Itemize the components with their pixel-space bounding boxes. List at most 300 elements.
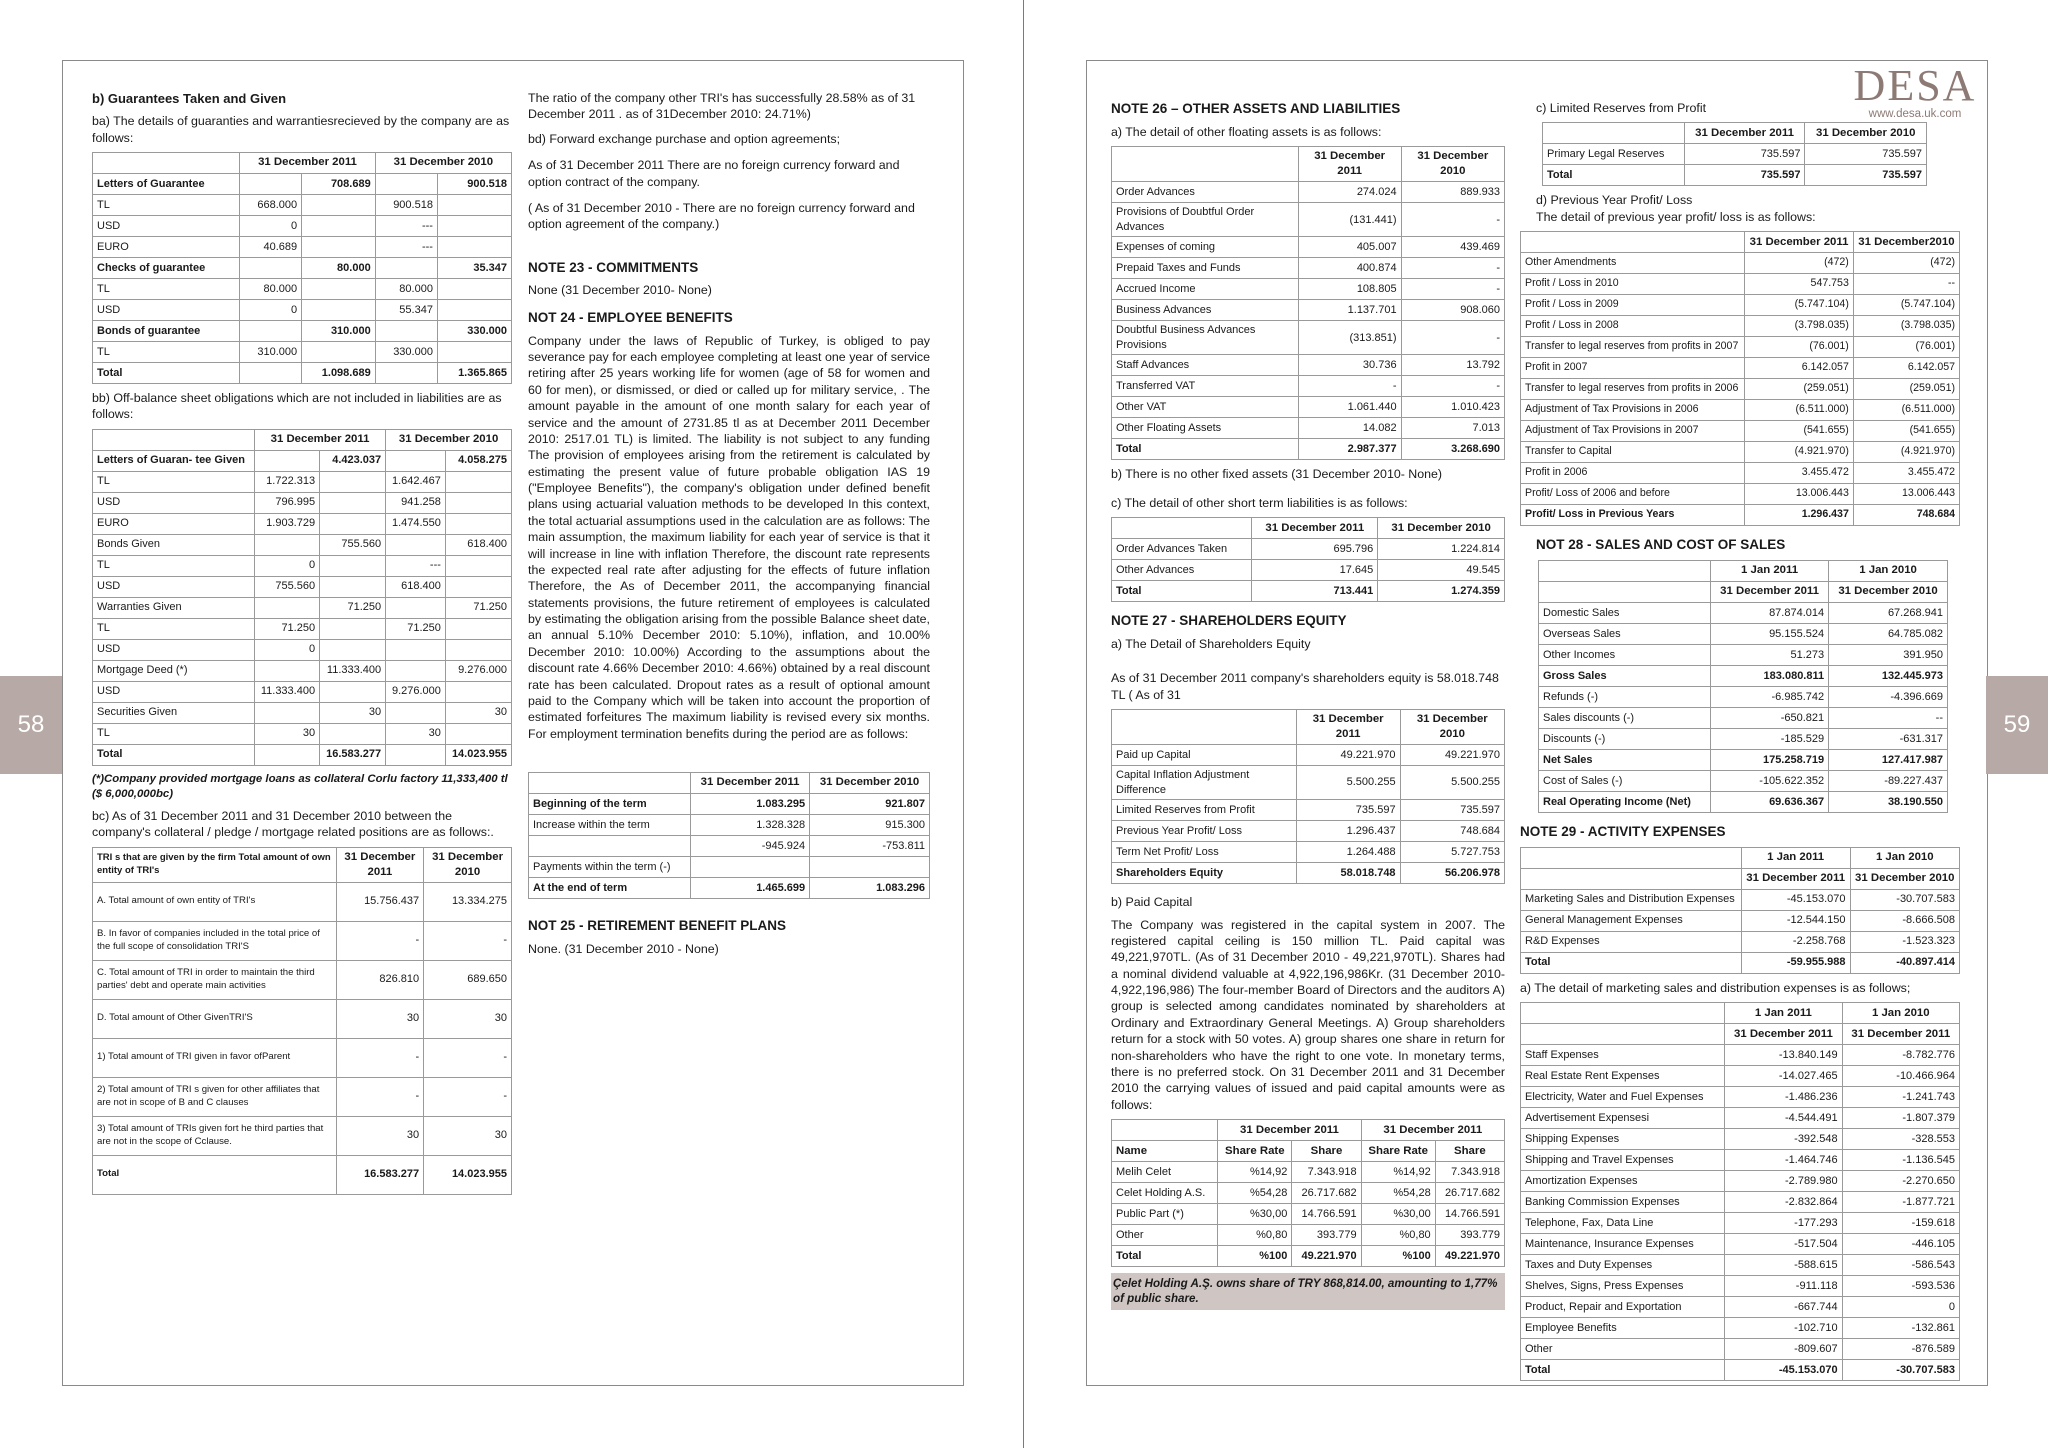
table-row	[1539, 665, 1948, 686]
cell-value	[320, 513, 386, 534]
cell-value: 183.080.811	[1710, 665, 1828, 686]
st-head-2: 31 December 2010	[1378, 518, 1505, 539]
row-label: USD	[93, 492, 255, 513]
cell-value: 1.083.296	[810, 878, 930, 899]
cell-value: 49.221.970	[1400, 745, 1504, 766]
cell-value: 826.810	[336, 960, 424, 999]
table-row	[93, 513, 512, 534]
row-label: Profit / Loss in 2010	[1521, 274, 1745, 295]
cell-value: 26.717.682	[1435, 1183, 1504, 1204]
cell-value	[320, 555, 386, 576]
cell-value	[320, 681, 386, 702]
cell-value: 132.445.973	[1829, 665, 1948, 686]
cell-value: 708.689	[302, 173, 376, 194]
cell-value: ---	[375, 215, 437, 236]
cell-value: -59.955.988	[1741, 952, 1850, 973]
table-row	[93, 1077, 512, 1116]
lr-head-0	[1543, 123, 1685, 144]
row-label: Advertisement Expensesi	[1521, 1108, 1725, 1129]
cell-value: 1.274.359	[1378, 581, 1505, 602]
cell-value: 95.155.524	[1710, 623, 1828, 644]
cell-value	[386, 534, 446, 555]
table-row	[1112, 355, 1505, 376]
row-label: 1) Total amount of TRI given in favor ofParent	[93, 1038, 337, 1077]
cell-value: 1.296.437	[1296, 821, 1400, 842]
row-label: Shipping Expenses	[1521, 1129, 1725, 1150]
cell-value: 16.583.277	[320, 744, 386, 765]
cell-value: -89.227.437	[1829, 770, 1948, 791]
row-label: Public Part (*)	[1112, 1204, 1218, 1225]
row-label: Shareholders Equity	[1112, 863, 1297, 884]
table-row	[93, 702, 512, 723]
table-row	[93, 723, 512, 744]
row-label: Shipping and Travel Expenses	[1521, 1150, 1725, 1171]
cell-value: -1.464.746	[1725, 1150, 1842, 1171]
cell-value	[254, 597, 319, 618]
bc-head-1: 31 December 2011	[336, 847, 424, 882]
floating-assets-table	[1111, 146, 1505, 460]
table-row	[1112, 800, 1505, 821]
table-row	[1112, 321, 1505, 355]
cell-value: 1.296.437	[1745, 505, 1854, 526]
row-label: Transfer to legal reserves from profits in 2006	[1521, 379, 1745, 400]
bd-title: bd) Forward exchange purchase and option agreements;	[528, 131, 841, 146]
sh-head-1: Share Rate	[1218, 1141, 1292, 1162]
table-row	[93, 257, 512, 278]
cell-value: 755.560	[320, 534, 386, 555]
cell-value: %30,00	[1361, 1204, 1435, 1225]
md-head2-1: 31 December 2011	[1725, 1024, 1842, 1045]
column-notes-26-27	[1111, 100, 1505, 1310]
cell-value	[375, 362, 437, 383]
cell-value: 1.465.699	[690, 878, 809, 899]
note29-title: NOTE 29 - ACTIVITY EXPENSES	[1520, 823, 1726, 839]
table-row	[93, 744, 512, 765]
sh-head-3: Share Rate	[1361, 1141, 1435, 1162]
table-row	[1521, 316, 1960, 337]
cell-value	[302, 236, 376, 257]
cell-value: -328.553	[1842, 1129, 1959, 1150]
cell-value: 56.206.978	[1400, 863, 1504, 884]
row-label: TL	[93, 555, 255, 576]
table-row	[1521, 1150, 1960, 1171]
table-row	[93, 639, 512, 660]
sh-head-4: Share	[1435, 1141, 1504, 1162]
table-row	[93, 278, 512, 299]
cell-value: 735.597	[1296, 800, 1400, 821]
mortgage-note: (*)Company provided mortgage loans as collateral Corlu factory 11,333,400 tl ($ 6,000,000bc)	[92, 772, 508, 800]
cell-value: 735.597	[1684, 144, 1805, 165]
cell-value: 30	[424, 999, 512, 1038]
cell-value: 71.250	[445, 597, 511, 618]
row-label: Total	[93, 1155, 337, 1194]
row-label: TL	[93, 278, 240, 299]
table-row	[1521, 910, 1960, 931]
cell-value: -	[424, 1038, 512, 1077]
cell-value	[445, 639, 511, 660]
cell-value: -631.317	[1829, 728, 1948, 749]
column-notes-28-29	[1520, 100, 1960, 1387]
note24-text: Company under the laws of Republic of Turkey, is obliged to pay severance pay for each employee completing at least one year of service retiring after 25 years working life for women (age of 58 for women and 60 for men), or dismissed, or died or called up for military service, . The amount payable in the amount of one month salary for each year of service and the amount of 2731.85 tl as at December 2011 December 2010: 2517.01 TL) is limited. The liability is not subject to any funding The provision of employees arising from the retirement is calculated by estimating the present value of future probable obligation IAS 19 ("Employee Benefits"), the company's obligation under defined benefit plans using actuarial valuation methods to be developed In this context, the total actuarial assumptions used in the calculation are as follows: The main assumption, the maximum liability for each year of service is that it will increase in line with inflation Therefore, the discount rate represents the expected real rate after adjusting for the effects of future inflation Therefore, the As of December 2011, the accompanying financial statements provisions, the future retirement of employees is calculated by estimating the obligation arising from the possible Balance sheet date, an annual 5.10% December 2010: 5.10%), inflation, and 10.00% December 2010: 10.00%) According to the assumptions about the discount rate 4.66% December 2010: 4.66%) obtained by a real discount rate has been calculated. Dropout rates as a result of optional amount paid to the Company which will be taken into account the proportion of estimated forfeitures The maximum liability is revised every six months. For employment termination benefits during the period are as follows:	[528, 333, 930, 741]
table-row	[1521, 463, 1960, 484]
row-label: Total	[93, 362, 240, 383]
cell-value: 1.061.440	[1298, 397, 1401, 418]
n24-head-1: 31 December 2011	[690, 773, 809, 794]
cell-value: %14,92	[1361, 1162, 1435, 1183]
cell-value: -	[1401, 258, 1504, 279]
cell-value: 3.268.690	[1401, 439, 1504, 460]
marketing-expenses-table	[1520, 1002, 1960, 1381]
cell-value: 30	[320, 702, 386, 723]
cell-value	[302, 299, 376, 320]
cell-value: 1.903.729	[254, 513, 319, 534]
cell-value: -2.789.980	[1725, 1171, 1842, 1192]
eq-head-1: 31 December 2011	[1296, 710, 1400, 745]
cell-value: -1.241.743	[1842, 1087, 1959, 1108]
table-row	[1543, 165, 1927, 186]
cell-value: -10.466.964	[1842, 1066, 1959, 1087]
cell-value: -650.821	[1710, 707, 1828, 728]
cell-value: (541.655)	[1853, 421, 1959, 442]
cell-value: 14.023.955	[445, 744, 511, 765]
cell-value: -911.118	[1725, 1276, 1842, 1297]
paid-capital-title: b) Paid Capital	[1111, 895, 1193, 910]
row-label: D. Total amount of Other GivenTRI'S	[93, 999, 337, 1038]
cell-value: 689.650	[424, 960, 512, 999]
column-guarantees	[92, 90, 512, 1201]
cell-value	[810, 857, 930, 878]
cell-value: --	[1829, 707, 1948, 728]
cell-value	[254, 744, 319, 765]
cell-value: --	[1853, 274, 1959, 295]
cell-value: 713.441	[1252, 581, 1378, 602]
table-row	[1539, 707, 1948, 728]
fa-head-1: 31 December 2011	[1298, 147, 1401, 182]
cell-value: 735.597	[1805, 144, 1927, 165]
row-label: Expenses of coming	[1112, 237, 1299, 258]
cell-value: -593.536	[1842, 1276, 1959, 1297]
row-label: USD	[93, 639, 255, 660]
table-row	[93, 597, 512, 618]
table-row	[1521, 952, 1960, 973]
n26-c-text: c) The detail of other short term liabilities is as follows:	[1111, 495, 1408, 510]
cell-value: 668.000	[240, 194, 302, 215]
cell-value: (541.655)	[1745, 421, 1854, 442]
cell-value: 13.792	[1401, 355, 1504, 376]
cell-value	[437, 278, 511, 299]
eq-head-2: 31 December 2010	[1400, 710, 1504, 745]
row-label: Order Advances Taken	[1112, 539, 1252, 560]
row-label: Profit/ Loss of 2006 and before	[1521, 484, 1745, 505]
row-label	[529, 836, 691, 857]
cell-value: 1.722.313	[254, 471, 319, 492]
cell-value: 405.007	[1298, 237, 1401, 258]
table-row	[1112, 766, 1505, 800]
cell-value: -809.607	[1725, 1339, 1842, 1360]
row-label: C. Total amount of TRI in order to maintain the third parties' debt and operate main activities	[93, 960, 337, 999]
table-row	[1521, 400, 1960, 421]
note24-table	[528, 772, 930, 899]
cell-value	[386, 744, 446, 765]
ae-head-2: 1 Jan 2010	[1850, 847, 1959, 868]
cell-value: 915.300	[810, 815, 930, 836]
table-row	[1521, 1171, 1960, 1192]
table-row	[1539, 644, 1948, 665]
row-label: USD	[93, 215, 240, 236]
table-row	[1112, 279, 1505, 300]
section-title: b) Guarantees Taken and Given	[92, 91, 287, 106]
table-row	[93, 660, 512, 681]
row-label: Overseas Sales	[1539, 623, 1711, 644]
table-row	[1521, 484, 1960, 505]
page-spine	[1023, 0, 1024, 1448]
sh-head-0: Name	[1112, 1141, 1218, 1162]
table-row	[93, 450, 512, 471]
table-row	[93, 882, 512, 921]
row-label: Other Amendments	[1521, 253, 1745, 274]
cell-value: %100	[1218, 1246, 1292, 1267]
shareholders-table	[1111, 1119, 1505, 1267]
st-head-0	[1112, 518, 1252, 539]
table-row	[1521, 1045, 1960, 1066]
table-row	[93, 999, 512, 1038]
row-label: Discounts (-)	[1539, 728, 1711, 749]
ae-head2-2: 31 December 2010	[1850, 868, 1959, 889]
cell-value: (3.798.035)	[1745, 316, 1854, 337]
row-label: Staff Expenses	[1521, 1045, 1725, 1066]
cell-value: 618.400	[386, 576, 446, 597]
row-label: Other Incomes	[1539, 644, 1711, 665]
table-row	[93, 921, 512, 960]
bb-text: bb) Off-balance sheet obligations which are not included in liabilities are as follows:	[92, 390, 502, 422]
table-row	[1112, 182, 1505, 203]
cell-value: 127.417.987	[1829, 749, 1948, 770]
table-row	[1543, 144, 1927, 165]
cell-value: 6.142.057	[1853, 358, 1959, 379]
table-row	[93, 299, 512, 320]
row-label: Real Operating Income (Net)	[1539, 791, 1711, 812]
cell-value: 310.000	[302, 320, 376, 341]
cell-value	[320, 723, 386, 744]
bd-p1: As of 31 December 2011 There are no foreign currency forward and option contract of the company.	[528, 158, 900, 189]
cell-value: 30.736	[1298, 355, 1401, 376]
row-label: Payments within the term (-)	[529, 857, 691, 878]
row-label: Term Net Profit/ Loss	[1112, 842, 1297, 863]
cell-value: (5.747.104)	[1853, 295, 1959, 316]
table-row	[1112, 1225, 1505, 1246]
table-row	[529, 815, 930, 836]
table-row	[1521, 1297, 1960, 1318]
sh-period-2: 31 December 2011	[1361, 1120, 1504, 1141]
cell-value: 908.060	[1401, 300, 1504, 321]
row-label: Shelves, Signs, Press Expenses	[1521, 1276, 1725, 1297]
cell-value: ---	[386, 555, 446, 576]
cell-value: 1.642.467	[386, 471, 446, 492]
row-label: Paid up Capital	[1112, 745, 1297, 766]
table-row	[529, 857, 930, 878]
cell-value: (472)	[1745, 253, 1854, 274]
md-head-0	[1521, 1003, 1725, 1024]
table-row	[93, 960, 512, 999]
cell-value: 71.250	[254, 618, 319, 639]
ba-text: ba) The details of guaranties and warrantiesrecieved by the company are as follows:	[92, 114, 510, 145]
table-row	[1112, 745, 1505, 766]
row-label: Amortization Expenses	[1521, 1171, 1725, 1192]
cell-value: -185.529	[1710, 728, 1828, 749]
cell-value: 49.221.970	[1296, 745, 1400, 766]
py-head-0	[1521, 232, 1745, 253]
cell-value: 17.645	[1252, 560, 1378, 581]
cell-value: 30	[336, 999, 424, 1038]
cell-value: 9.276.000	[445, 660, 511, 681]
cell-value: (76.001)	[1853, 337, 1959, 358]
row-label: Transfer to Capital	[1521, 442, 1745, 463]
cell-value: (313.851)	[1298, 321, 1401, 355]
table-row	[1521, 421, 1960, 442]
cell-value: 49.221.970	[1435, 1246, 1504, 1267]
cell-value: 0	[240, 215, 302, 236]
cell-value: (4.921.970)	[1853, 442, 1959, 463]
cell-value: 7.343.918	[1292, 1162, 1361, 1183]
row-label: Checks of guarantee	[93, 257, 240, 278]
row-label: Profit/ Loss in Previous Years	[1521, 505, 1745, 526]
note27-a: a) The Detail of Shareholders Equity	[1111, 636, 1311, 651]
row-label: TL	[93, 618, 255, 639]
cell-value: 4.423.037	[320, 450, 386, 471]
cell-value: 80.000	[240, 278, 302, 299]
cell-value	[437, 299, 511, 320]
row-label: Securities Given	[93, 702, 255, 723]
cell-value: -102.710	[1725, 1318, 1842, 1339]
row-label: Bonds of guarantee	[93, 320, 240, 341]
row-label: Warranties Given	[93, 597, 255, 618]
table-row	[529, 794, 930, 815]
cell-value	[254, 702, 319, 723]
cell-value: 0	[1842, 1297, 1959, 1318]
table-row	[1112, 300, 1505, 321]
table-row	[1521, 442, 1960, 463]
row-label: Real Estate Rent Expenses	[1521, 1066, 1725, 1087]
row-label: Prepaid Taxes and Funds	[1112, 258, 1299, 279]
row-label: Telephone, Fax, Data Line	[1521, 1213, 1725, 1234]
table-row	[1112, 863, 1505, 884]
table-row	[1112, 1246, 1505, 1267]
cell-value: 330.000	[375, 341, 437, 362]
cell-value	[386, 702, 446, 723]
table-row	[1521, 1192, 1960, 1213]
cell-value: 547.753	[1745, 274, 1854, 295]
table-row	[1521, 253, 1960, 274]
cell-value: -1.523.323	[1850, 931, 1959, 952]
row-label: Transfer to legal reserves from profits in 2007	[1521, 337, 1745, 358]
cell-value: -	[424, 921, 512, 960]
cell-value	[302, 215, 376, 236]
cell-value: 13.334.275	[424, 882, 512, 921]
cell-value: 4.058.275	[445, 450, 511, 471]
row-label: Other VAT	[1112, 397, 1299, 418]
row-label: Transferred VAT	[1112, 376, 1299, 397]
row-label: 3) Total amount of TRIs given fort he third parties that are not in the scope of Cclause.	[93, 1116, 337, 1155]
cell-value	[386, 639, 446, 660]
row-label: Domestic Sales	[1539, 602, 1711, 623]
table-row	[93, 341, 512, 362]
table-row	[1521, 1318, 1960, 1339]
cell-value: 69.636.367	[1710, 791, 1828, 812]
table-row	[93, 1116, 512, 1155]
row-label: Bonds Given	[93, 534, 255, 555]
table-row	[1539, 602, 1948, 623]
cell-value: 26.717.682	[1292, 1183, 1361, 1204]
sales-head-1: 1 Jan 2011	[1710, 560, 1828, 581]
cell-value: %30,00	[1218, 1204, 1292, 1225]
cell-value: 14.023.955	[424, 1155, 512, 1194]
row-label: Total	[1543, 165, 1685, 186]
cell-value: 40.689	[240, 236, 302, 257]
cell-value: 5.500.255	[1296, 766, 1400, 800]
row-label: Accrued Income	[1112, 279, 1299, 300]
table-row	[1112, 560, 1505, 581]
cell-value: 1.010.423	[1401, 397, 1504, 418]
row-label: Marketing Sales and Distribution Expenses	[1521, 889, 1742, 910]
note26-title: NOTE 26 – OTHER ASSETS AND LIABILITIES	[1111, 101, 1401, 116]
cell-value: 108.805	[1298, 279, 1401, 300]
table-row	[1112, 842, 1505, 863]
table-row	[1521, 1339, 1960, 1360]
cell-value: ---	[375, 236, 437, 257]
cell-value: 1.474.550	[386, 513, 446, 534]
cell-value: -6.985.742	[1710, 686, 1828, 707]
py-head-1: 31 December 2011	[1745, 232, 1854, 253]
cell-value: -4.544.491	[1725, 1108, 1842, 1129]
cell-value: -	[1401, 321, 1504, 355]
cell-value: 80.000	[302, 257, 376, 278]
table-row	[1521, 379, 1960, 400]
cell-value: %54,28	[1361, 1183, 1435, 1204]
table-row	[1112, 439, 1505, 460]
cell-value: 0	[254, 639, 319, 660]
cell-value	[445, 681, 511, 702]
bc-head-2: 31 December 2010	[424, 847, 512, 882]
table-row	[1521, 505, 1960, 526]
row-label: Total	[1112, 1246, 1218, 1267]
cell-value: 71.250	[320, 597, 386, 618]
ae-head2-1: 31 December 2011	[1741, 868, 1850, 889]
row-label: Product, Repair and Exportation	[1521, 1297, 1725, 1318]
cell-value	[386, 597, 446, 618]
row-label: Letters of Guarantee	[93, 173, 240, 194]
cell-value: 16.583.277	[336, 1155, 424, 1194]
cell-value	[302, 194, 376, 215]
row-label: A. Total amount of own entity of TRI's	[93, 882, 337, 921]
table-row	[1521, 1066, 1960, 1087]
cell-value: 748.684	[1853, 505, 1959, 526]
ba-head-0	[93, 152, 240, 173]
cell-value: 11.333.400	[320, 660, 386, 681]
cell-value: -876.589	[1842, 1339, 1959, 1360]
cell-value: 755.560	[254, 576, 319, 597]
cell-value: 310.000	[240, 341, 302, 362]
row-label: Total	[1521, 952, 1742, 973]
row-label: USD	[93, 299, 240, 320]
table-row	[93, 576, 512, 597]
row-label: TL	[93, 471, 255, 492]
row-label: Maintenance, Insurance Expenses	[1521, 1234, 1725, 1255]
row-label: Other	[1521, 1339, 1725, 1360]
table-row	[1112, 237, 1505, 258]
cell-value: -45.153.070	[1725, 1360, 1842, 1381]
bc-table	[92, 847, 512, 1195]
row-label: Provisions of Doubtful Order Advances	[1112, 203, 1299, 237]
